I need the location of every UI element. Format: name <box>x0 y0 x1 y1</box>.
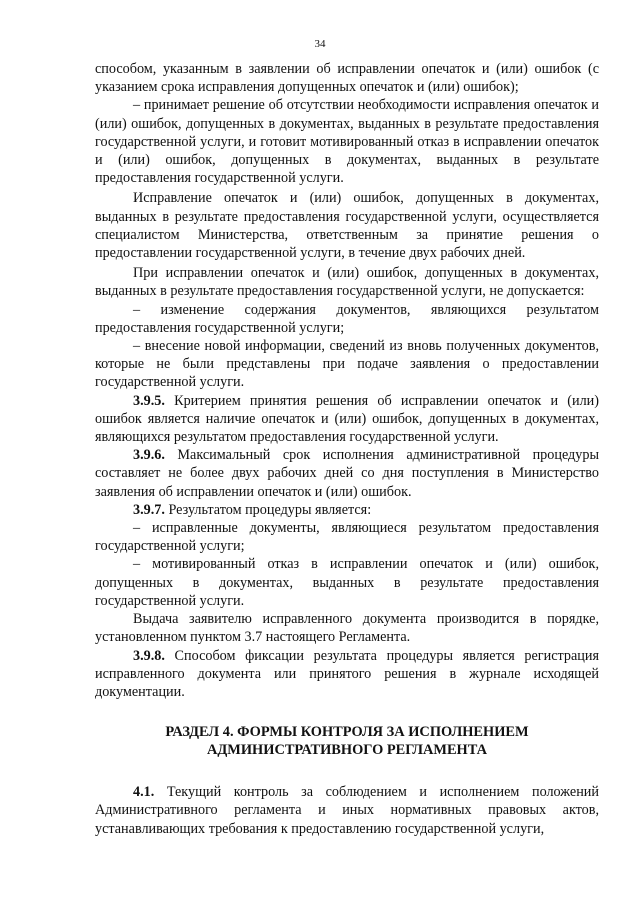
list-item: – внесение новой информации, сведений из вновь полученных документов, которые не были представлены при подаче заявления о предоставлении государственной услуги. <box>95 338 599 391</box>
clause-4-1 <box>95 783 599 838</box>
page-content <box>95 60 599 838</box>
clause-number: 3.9.6. <box>133 447 165 464</box>
clause-3-9-5 <box>95 392 599 447</box>
list-item: – мотивированный отказ в исправлении опечаток и (или) ошибок, допущенных в документах, выданных в результате предоставления государственной услуги. <box>95 556 599 609</box>
section-heading-line: РАЗДЕЛ 4. ФОРМЫ КОНТРОЛЯ ЗА ИСПОЛНЕНИЕМ <box>165 724 529 741</box>
clause-3-9-6 <box>95 446 599 501</box>
clause-number: 4.1. <box>133 784 155 801</box>
clause-number: 3.9.5. <box>133 392 165 409</box>
clause-3-9-7 <box>95 501 599 519</box>
section-heading <box>95 723 599 759</box>
list-item: – принимает решение об отсутствии необходимости исправления опечаток и (или) ошибок, допущенных в документах, выданных в результате предоставления государственной услуги, и готовит мотивированный отказ в исправлении опечаток и (или) ошибок, допущенных в документах, выданных в результате предоставления государственной услуги. <box>95 97 599 187</box>
list-item: – изменение содержания документов, являющихся результатом предоставления государственной услуги; <box>95 301 599 336</box>
clause-text: Способом фиксации результата процедуры является регистрация исправленного документа или принятого решения в журнале исходящей документации. <box>95 647 599 700</box>
clause-number: 3.9.7. <box>133 501 165 518</box>
clause-text: Текущий контроль за соблюдением и исполнением положений Административного регламента и иных нормативных правовых актов, устанавливающих требования к предоставлению государственной услуги, <box>95 784 599 837</box>
paragraph: способом, указанным в заявлении об исправлении опечаток и (или) ошибок (с указанием срока исправления допущенных опечаток и (или) ошибок); <box>95 61 599 96</box>
section-heading-line: АДМИНИСТРАТИВНОГО РЕГЛАМЕНТА <box>206 742 488 759</box>
clause-text: Результатом процедуры является: <box>164 501 372 518</box>
clause-3-9-8 <box>95 647 599 702</box>
paragraph: Исправление опечаток и (или) ошибок, допущенных в документах, выданных в результате предоставления государственной услуги, осуществляется специалистом Министерства, ответственным за принятие решения о предоставлении государственной услуги, в течение двух рабочих дней. <box>95 190 599 262</box>
clause-text: Максимальный срок исполнения административной процедуры составляет не более двух рабочих дней со дня поступления в Министерство заявления об исправлении опечаток и (или) ошибок. <box>95 447 599 500</box>
list-item: – исправленные документы, являющиеся результатом предоставления государственной услуги; <box>95 520 599 555</box>
paragraph: При исправлении опечаток и (или) ошибок, допущенных в документах, выданных в результате предоставления государственной услуги, не допускается: <box>95 265 599 300</box>
clause-number: 3.9.8. <box>133 647 165 664</box>
paragraph: Выдача заявителю исправленного документа производится в порядке, установленном пунктом 3.7 настоящего Регламента. <box>95 611 599 646</box>
clause-text: Критерием принятия решения об исправлении опечаток и (или) ошибок является наличие опечаток и (или) ошибок, допущенных в документах, являющихся результатом предоставления государственной услуги. <box>95 392 599 446</box>
page-number: 34 <box>314 38 326 50</box>
